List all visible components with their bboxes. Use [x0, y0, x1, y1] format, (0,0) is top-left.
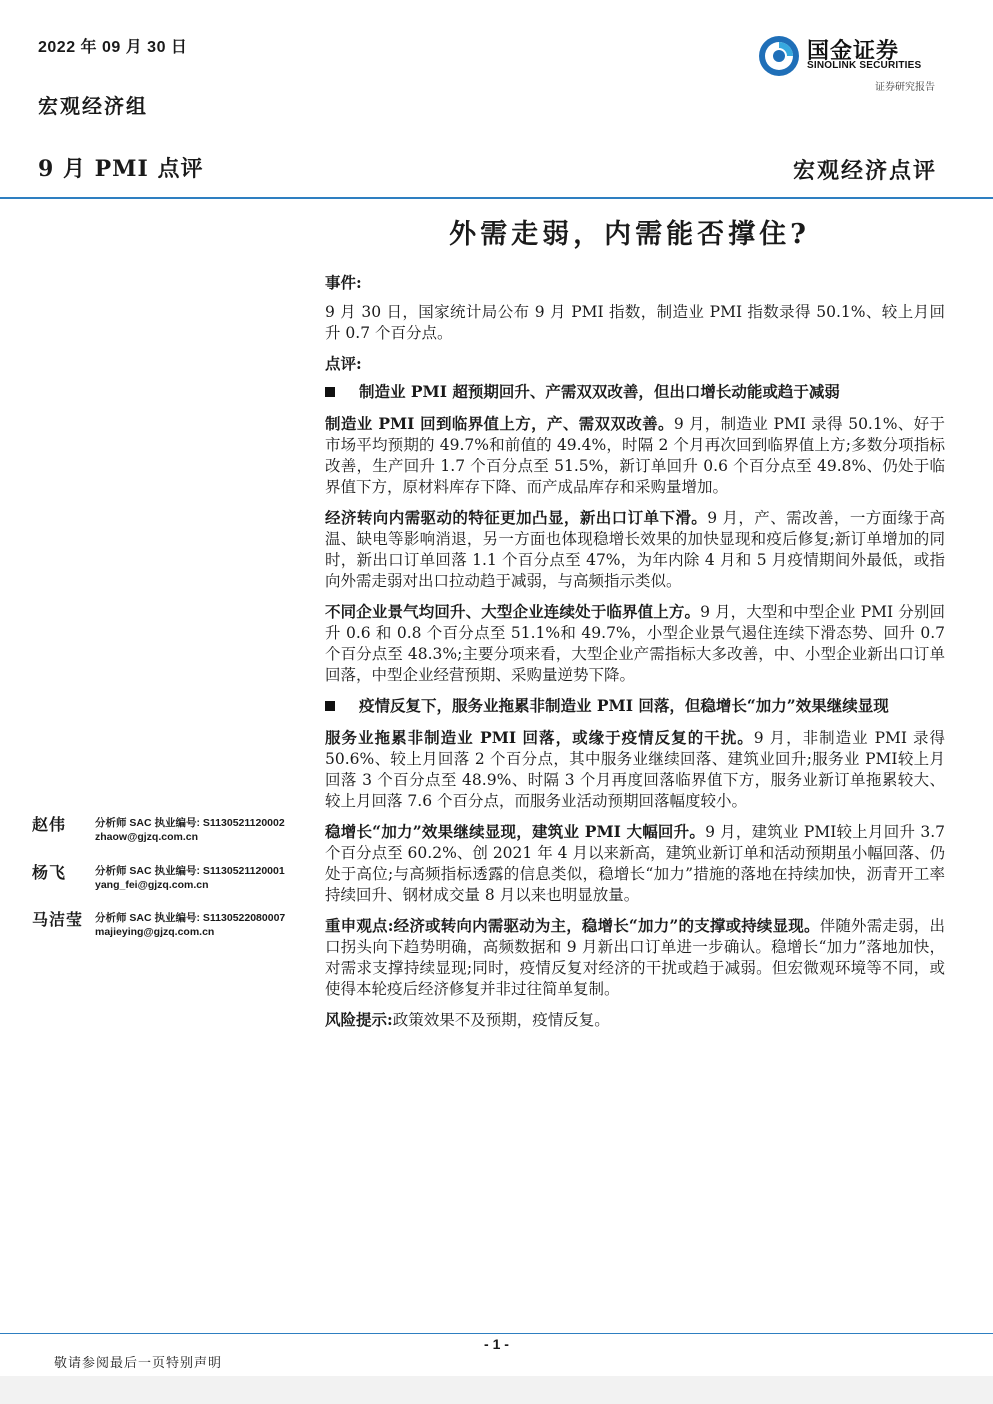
paragraph	[325, 821, 945, 906]
paragraph-lead: 制造业 PMI 回到临界值上方，产、需双双改善。	[325, 414, 674, 433]
report-type: 9 月 PMI 点评	[38, 156, 204, 182]
logo-name-cn: 国金证券	[807, 38, 900, 63]
analyst-name: 杨飞	[32, 863, 67, 882]
paragraph-text: 9 月，建筑业 PMI较上月回升 3.7 个百分点至 60.2%、创 2021 年 4 月以来新高，建筑业新订单和活动预期虽小幅回落、仍处于高位;与高频指标透露的信息类似，稳增长“加力”措施的落地在持续加快，沥青开工率持续回升、钢材成交量 8 月以来也明显放量。	[325, 823, 945, 904]
logo-mark-icon	[757, 34, 801, 78]
analyst-email[interactable]: zhaow@gjzq.com.cn	[95, 831, 198, 843]
paragraph	[325, 601, 945, 686]
event-label: 事件:	[325, 273, 362, 292]
paragraph-text: 9 月，产、需改善，一方面缘于高温、缺电等影响消退，另一方面也体现稳增长效果的加快显现和疫后修复;新订单增加的同时，新出口订单回落 1.1 个百分点至 47%，为年内除 4 月和 5 月疫情期间外最低，或指向外需走弱对出口拉动趋于减弱，与高频指示类似。	[325, 509, 945, 590]
analyst-cert: 分析师 SAC 执业编号: S1130521120002	[95, 817, 285, 829]
footer-disclaimer: 敬请参阅最后一页特别声明	[54, 1356, 223, 1371]
report-body	[325, 272, 945, 1040]
page-number: - 1 -	[484, 1336, 509, 1352]
risk-lead: 风险提示:	[325, 1010, 393, 1029]
bullet-square-icon	[325, 701, 335, 711]
paragraph	[325, 727, 945, 812]
paragraph	[325, 413, 945, 498]
analyst-email[interactable]: yang_fei@gjzq.com.cn	[95, 879, 209, 891]
analyst-name: 马洁莹	[32, 910, 84, 929]
research-group: 宏观经济组	[38, 94, 148, 118]
report-date: 2022 年 09 月 30 日	[38, 39, 188, 56]
paragraph-lead: 不同企业景气均回升、大型企业连续处于临界值上方。	[325, 602, 701, 621]
logo-subtitle: 证券研究报告	[875, 82, 935, 93]
analyst-name: 赵伟	[32, 815, 67, 834]
paragraph	[325, 915, 945, 1000]
paragraph-text: 9 月，非制造业 PMI 录得 50.6%、较上月回落 2 个百分点，其中服务业继续回落、建筑业回升;服务业 PMI较上月回落 3 个百分点至 48.9%、时隔 3 个月再度回落临界值下方，服务业新订单拖累较大、较上月回落 7.6 个百分点，而服务业活动预期回落幅度较小。	[325, 729, 945, 810]
event-text: 9 月 30 日，国家统计局公布 9 月 PMI 指数，制造业 PMI 指数录得 50.1%、较上月回升 0.7 个百分点。	[325, 303, 945, 342]
section-heading-text: 制造业 PMI 超预期回升、产需双双改善，但出口增长动能或趋于减弱	[359, 382, 840, 401]
paragraph-text: 9 月，大型和中型企业 PMI 分别回升 0.6 和 0.8 个百分点至 51.1%和 49.7%，小型企业景气遏住连续下滑态势、回升 0.7 个百分点至 48.3%;主要分项来看，大型企业产需指标大多改善，中、小型企业新出口订单回落，中型企业经营预期、采购量逆势下降。	[325, 603, 945, 684]
paragraph-text: 伴随外需走弱，出口拐头向下趋势明确，高频数据和 9 月新出口订单进一步确认。稳增长“加力”落地加快，对需求支撑持续显现;同时，疫情反复对经济的干扰或趋于减弱。但宏微观环境等不同，或使得本轮疫后经济修复并非过往简单复制。	[325, 917, 945, 998]
paragraph-lead: 稳增长“加力”效果继续显现，建筑业 PMI 大幅回升。	[325, 822, 706, 841]
footer-divider	[0, 1333, 993, 1334]
report-title: 外需走弱，内需能否撑住?	[449, 219, 810, 250]
section-heading	[325, 695, 945, 716]
paragraph-lead: 经济转向内需驱动的特征更加凸显，新出口订单下滑。	[325, 508, 708, 527]
risk-text: 政策效果不及预期，疫情反复。	[392, 1011, 610, 1029]
logo-name-en: SINOLINK SECURITIES	[807, 60, 922, 71]
risk-note	[325, 1009, 945, 1031]
company-logo	[757, 32, 947, 92]
header-divider	[0, 197, 993, 199]
report-category: 宏观经济点评	[792, 158, 937, 184]
section-heading	[325, 381, 945, 402]
paragraph	[325, 507, 945, 592]
analyst-email[interactable]: majieying@gjzq.com.cn	[95, 926, 215, 938]
analyst-cert: 分析师 SAC 执业编号: S1130521120001	[95, 865, 285, 877]
bullet-square-icon	[325, 387, 335, 397]
comment-label: 点评:	[325, 354, 362, 373]
paragraph-lead: 服务业拖累非制造业 PMI 回落，或缘于疫情反复的干扰。	[325, 728, 754, 747]
footer-band	[0, 1376, 993, 1404]
analyst-cert: 分析师 SAC 执业编号: S1130522080007	[95, 912, 286, 924]
section-heading-text: 疫情反复下，服务业拖累非制造业 PMI 回落，但稳增长“加力”效果继续显现	[359, 696, 889, 715]
paragraph-lead: 重申观点:经济或转向内需驱动为主，稳增长“加力”的支撑或持续显现。	[325, 916, 820, 935]
paragraph-text: 9 月，制造业 PMI 录得 50.1%、好于市场平均预期的 49.7%和前值的 49.4%，时隔 2 个月再次回到临界值上方;多数分项指标改善，生产回升 1.7 个百分点至 51.5%，新订单回升 0.6 个百分点至 49.8%、仍处于临界值下方，原材料库存下降、而产成品库存和采购量增加。	[325, 415, 946, 496]
